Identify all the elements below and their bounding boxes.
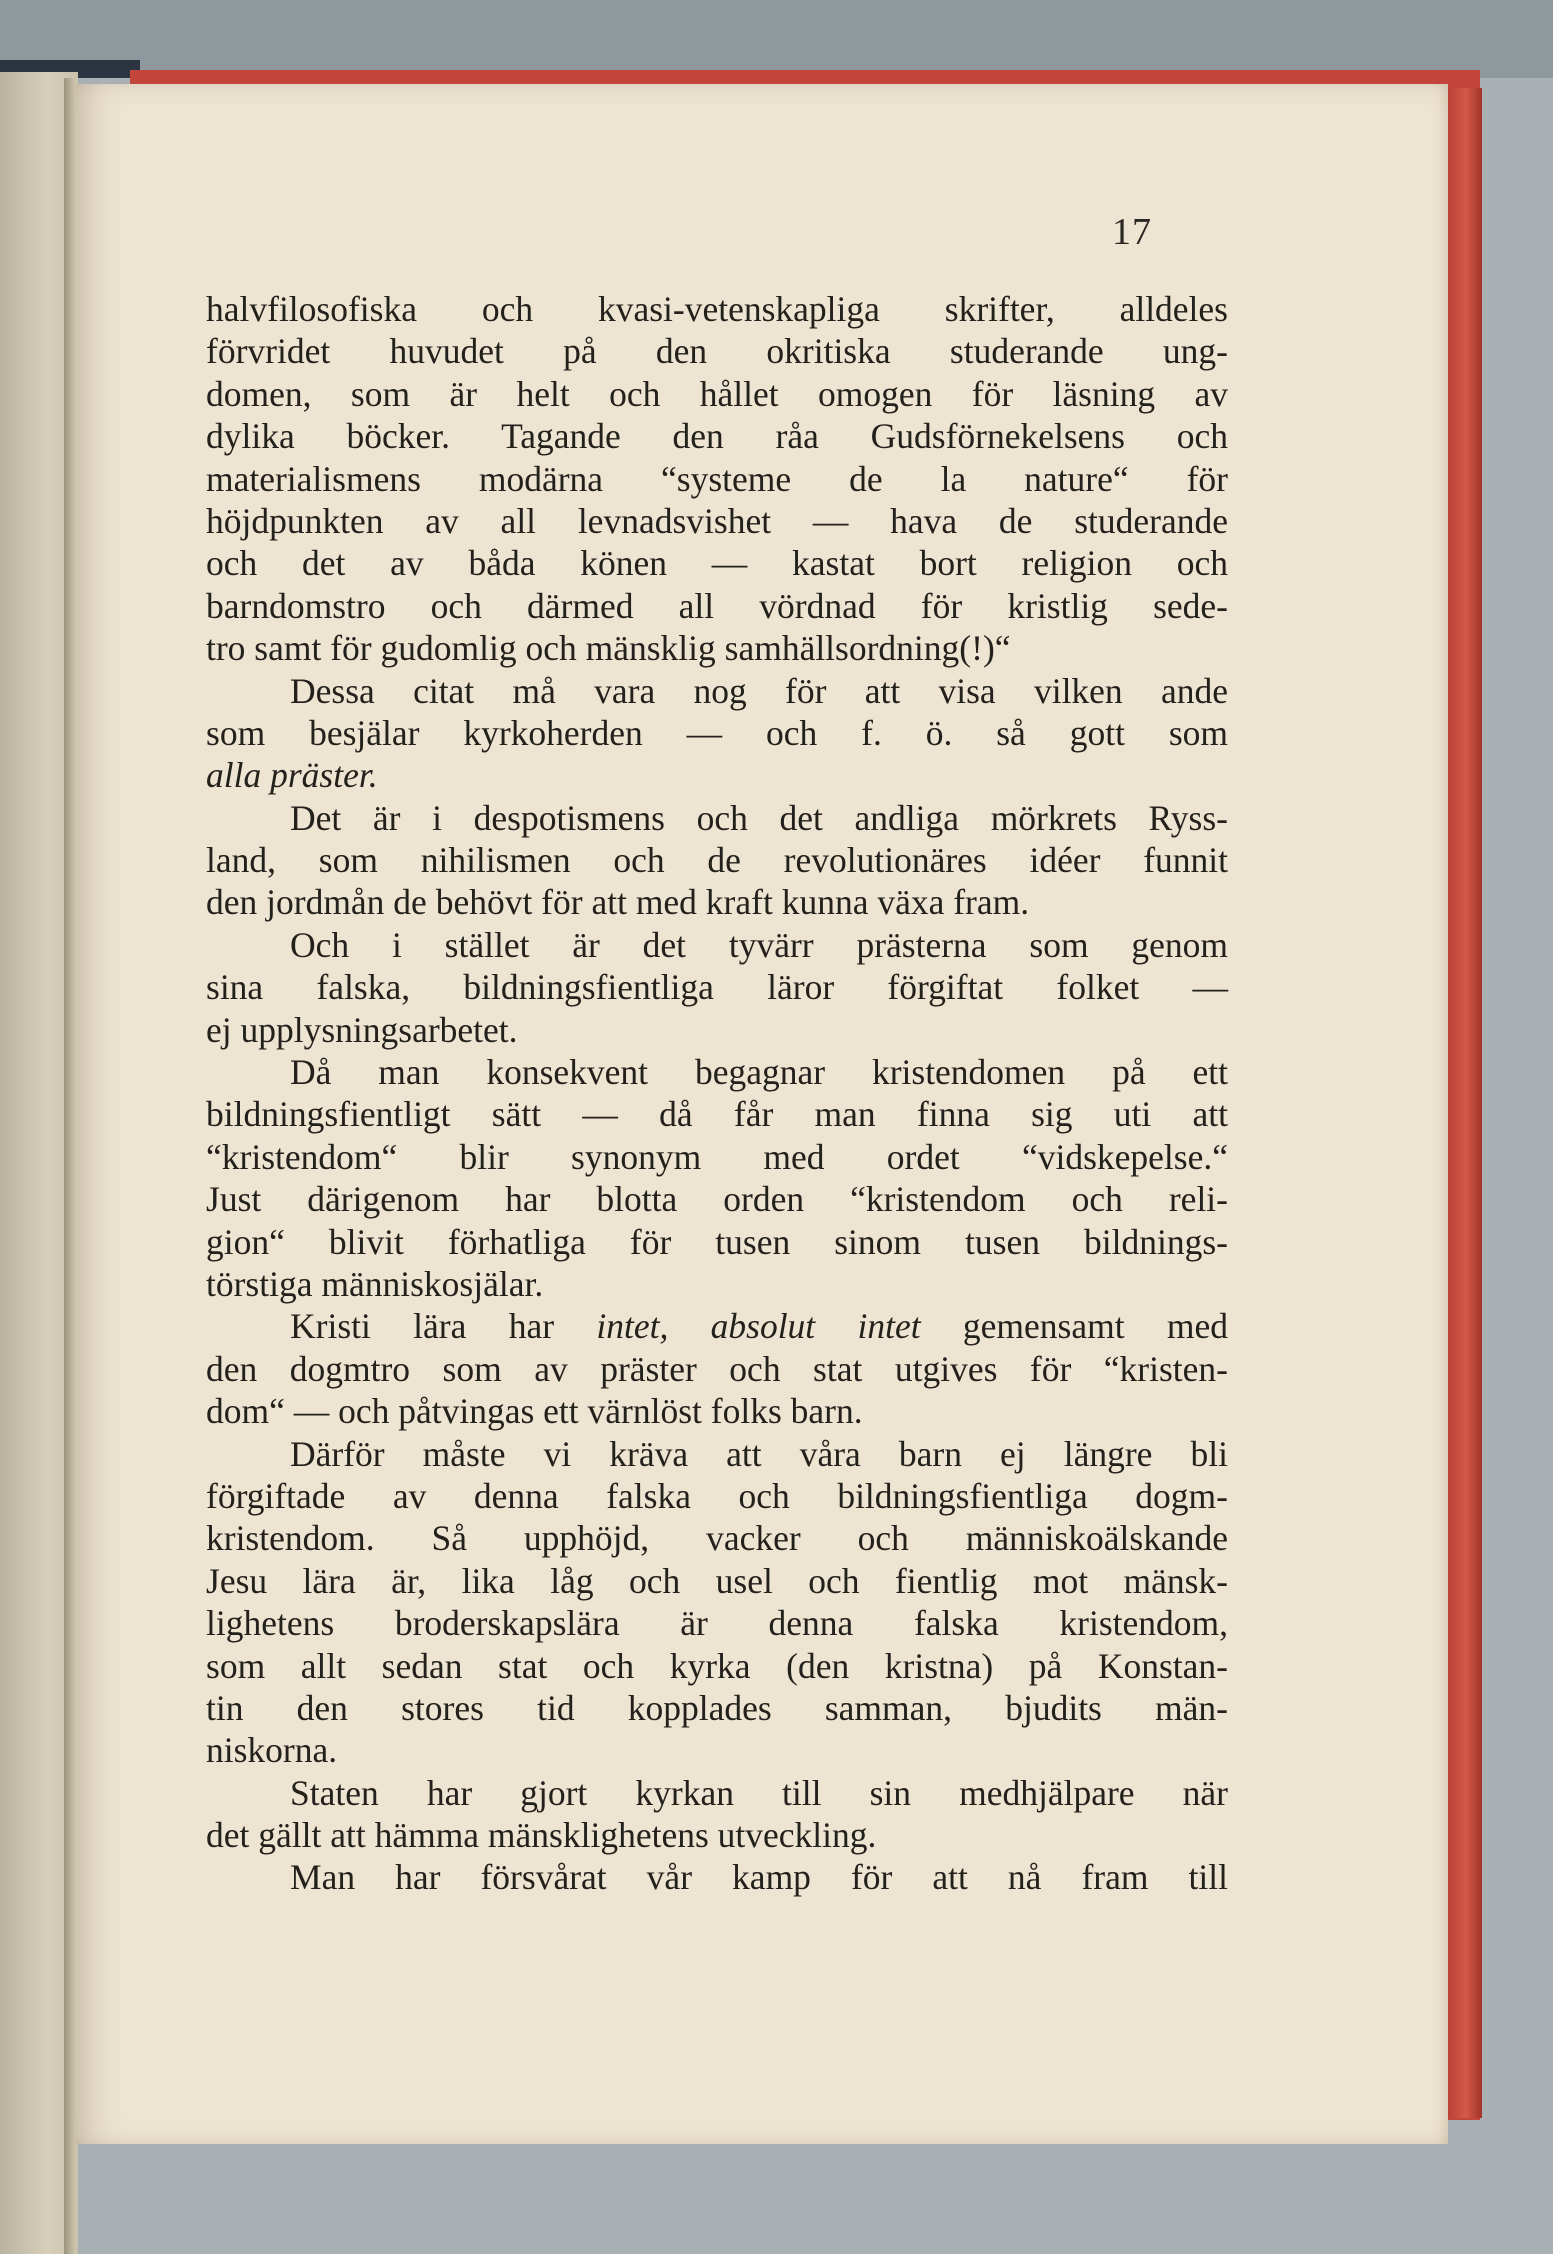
text-line: höjdpunkten av all levnadsvishet — hava de studerande [206, 500, 1228, 541]
text-line: som besjälar kyrkoherden — och f. ö. så gott som [206, 712, 1228, 753]
text-line: tro samt för gudomlig och mänsklig samhällsordning(!)“ [206, 628, 1011, 669]
text-line: lighetens broderskapslära är denna falska kristendom, [206, 1603, 1228, 1644]
text-line: domen, som är helt och hållet omogen för läsning av [206, 373, 1228, 414]
text-line: “kristendom“ blir synonym med ordet “vidskepelse.“ [206, 1136, 1228, 1177]
text-line: kristendom. Så upphöjd, vacker och människoälskande [206, 1518, 1228, 1559]
text-line: Därför måste vi kräva att våra barn ej längre bli [290, 1433, 1228, 1474]
book-cover-edge [1442, 88, 1482, 2118]
text-line: ej upplysningsarbetet. [206, 1009, 518, 1050]
text-line: Man har försvårat vår kamp för att nå fram till [290, 1857, 1228, 1898]
text-line: Då man konsekvent begagnar kristendomen på ett [290, 1052, 1228, 1093]
text-line: bildningsfientligt sätt — då får man finna sig uti att [206, 1094, 1228, 1135]
text-line: niskorna. [206, 1730, 338, 1771]
text-line: törstiga människosjälar. [206, 1263, 544, 1304]
text-line: materialismens modärna “systeme de la nature“ för [206, 458, 1228, 499]
text-line: sina falska, bildningsfientliga läror förgiftat folket — [206, 967, 1228, 1008]
text-line: Kristi lära har intet, absolut intet gemensamt med [290, 1306, 1229, 1347]
page-gutter [64, 78, 76, 2254]
text-line: förvridet huvudet på den okritiska studerande ung- [206, 331, 1228, 372]
text-line: och det av båda könen — kastat bort religion och [206, 543, 1228, 584]
text-line: halvfilosofiska och kvasi-vetenskapliga skrifter, alldeles [206, 289, 1228, 329]
text-line: tin den stores tid kopplades samman, bjudits män- [206, 1687, 1228, 1728]
text-line: barndomstro och därmed all vördnad för kristlig sede- [206, 585, 1228, 626]
background-strip [0, 0, 1553, 78]
text-line: land, som nihilismen och de revolutionäres idéer funnit [206, 840, 1228, 881]
page-number: 17 [1112, 211, 1152, 253]
text-line: som allt sedan stat och kyrka (den kristna) på Konstan- [206, 1645, 1228, 1686]
text-line: den jordmån de behövt för att med kraft kunna växa fram. [206, 882, 1030, 923]
text-line: förgiftade av denna falska och bildningsfientliga dogm- [206, 1475, 1228, 1516]
text-line: Det är i despotismens och det andliga mörkrets Ryss- [290, 797, 1228, 838]
text-line: den dogmtro som av präster och stat utgives för “kristen- [206, 1348, 1228, 1389]
text-line: Staten har gjort kyrkan till sin medhjälpare när [290, 1772, 1228, 1813]
text-line: gion“ blivit förhatliga för tusen sinom tusen bildnings- [206, 1221, 1228, 1262]
body-text [206, 288, 1228, 1899]
text-line: Och i stället är det tyvärr prästerna som genom [290, 924, 1228, 965]
text-line: dom“ — och påtvingas ett värnlöst folks barn. [206, 1391, 863, 1432]
text-line: det gällt att hämma mänsklighetens utveckling. [206, 1815, 877, 1856]
text-line: Just därigenom har blotta orden “kristendom och reli- [206, 1179, 1228, 1220]
text-line: dylika böcker. Tagande den råa Gudsförnekelsens och [206, 416, 1228, 457]
text-line: Jesu lära är, lika låg och usel och fientlig mot mänsk- [206, 1560, 1228, 1601]
text-line: alla präster. [206, 755, 378, 796]
text-line: Dessa citat må vara nog för att visa vilken ande [290, 670, 1228, 711]
